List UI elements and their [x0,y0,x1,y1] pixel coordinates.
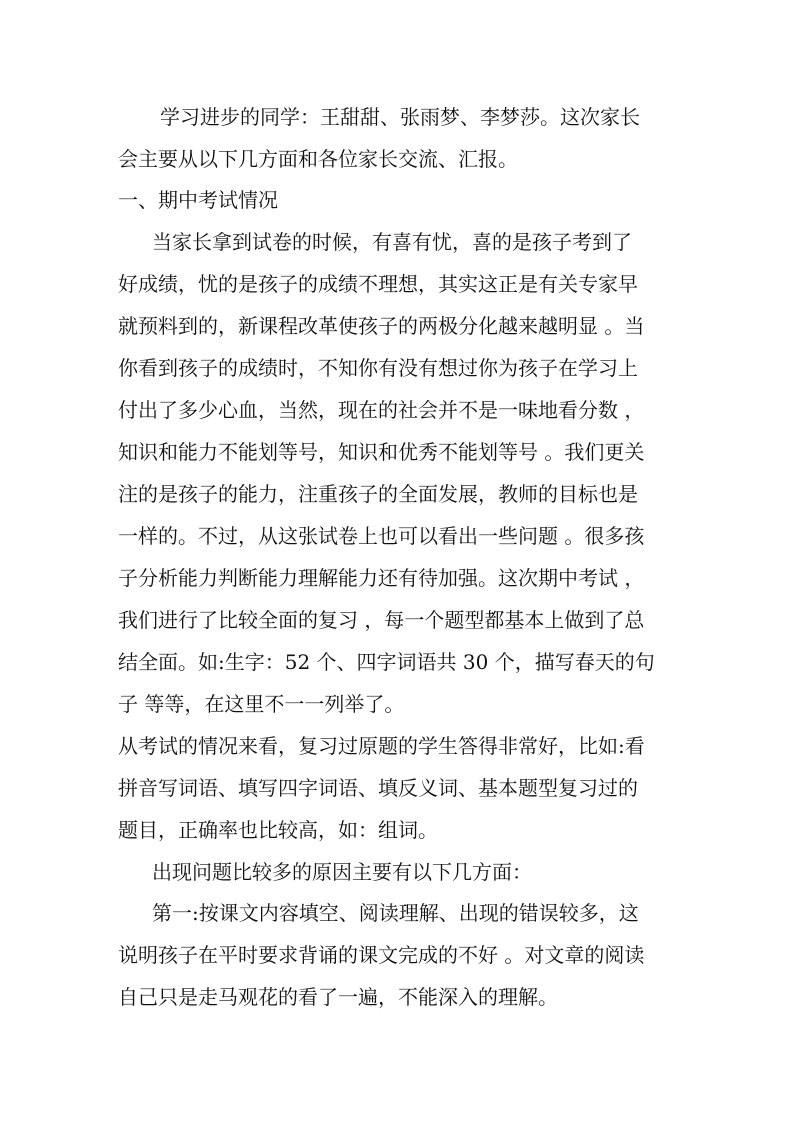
paragraph-line: 第一:按课文内容填空、阅读理解、出现的错误较多，这 [152,901,639,925]
paragraph-line: 学习进步的同学：王甜甜、张雨梦、李梦莎。这次家长 [160,105,640,129]
section-heading: 一、期中考试情况 [118,188,278,212]
paragraph-line: 付出了多少心血，当然，现在的社会并不是一味地看分数 ， [118,398,645,422]
paragraph-line: 出现问题比较多的原因主要有以下几方面： [152,860,532,884]
paragraph-line: 我们进行了比较全面的复习 ，每一个题型都基本上做到了总 [118,608,645,632]
paragraph-line: 说明孩子在平时要求背诵的课文完成的不好 。对文章的阅读 [118,943,645,967]
paragraph-line: 一样的。不过，从这张试卷上也可以看出一些问题 。很多孩 [118,524,645,548]
paragraph-line: 好成绩，忧的是孩子的成绩不理想，其实这正是有关专家早 [118,272,638,296]
paragraph-line: 你看到孩子的成绩时，不知你有没有想过你为孩子在学习上 [118,356,638,380]
paragraph-line: 会主要从以下几方面和各位家长交流、汇报。 [118,147,518,171]
paragraph-line: 就预料到的，新课程改革使孩子的两极分化越来越明显 。当 [118,314,645,338]
paragraph-line: 自己只是走马观花的看了一遍，不能深入的理解。 [118,985,558,1009]
paragraph-line: 子分析能力判断能力理解能力还有待加强。这次期中考试 ， [118,566,645,590]
paragraph-line: 知识和能力不能划等号，知识和优秀不能划等号 。我们更关 [118,440,645,464]
paragraph-line: 结全面。如:生字：52 个、四字词语共 30 个，描写春天的句 [118,650,655,674]
paragraph-line: 拼音写词语、填写四字词语、填反义词、基本题型复习过的 [118,776,638,800]
paragraph-line: 题目，正确率也比较高，如：组词。 [118,818,438,842]
paragraph-line: 当家长拿到试卷的时候，有喜有忧，喜的是孩子考到了 [152,230,632,254]
paragraph-line: 从考试的情况来看，复习过原题的学生答得非常好，比如:看 [118,734,645,758]
paragraph-line: 注的是孩子的能力，注重孩子的全面发展，教师的目标也是 [118,482,638,506]
paragraph-line: 子 等等，在这里不一一列举了。 [118,692,405,716]
